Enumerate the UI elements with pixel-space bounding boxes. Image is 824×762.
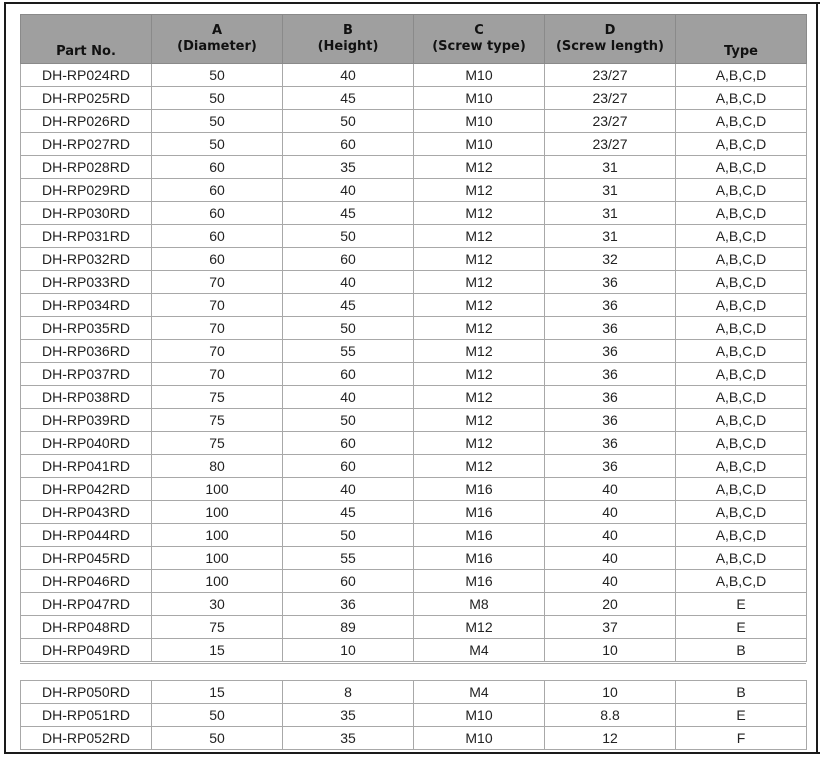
cell-part-no: DH-RP049RD [21, 639, 152, 662]
cell-screw-type: M4 [414, 681, 545, 704]
cell-diameter: 100 [152, 501, 283, 524]
cell-type: A,B,C,D [676, 294, 807, 317]
table-row [21, 524, 807, 547]
frame-border-left [4, 2, 6, 754]
table-row [21, 340, 807, 363]
table-row [21, 570, 807, 593]
cell-screw-length: 36 [545, 455, 676, 478]
cell-diameter: 75 [152, 386, 283, 409]
cell-height: 40 [283, 64, 414, 87]
cell-type: A,B,C,D [676, 478, 807, 501]
table-divider [20, 663, 806, 664]
cell-screw-type: M12 [414, 225, 545, 248]
table-row [21, 432, 807, 455]
cell-type: A,B,C,D [676, 524, 807, 547]
cell-screw-type: M10 [414, 64, 545, 87]
cell-height: 60 [283, 570, 414, 593]
cell-diameter: 70 [152, 294, 283, 317]
cell-screw-type: M12 [414, 248, 545, 271]
cell-screw-type: M12 [414, 317, 545, 340]
cell-diameter: 80 [152, 455, 283, 478]
table-row [21, 64, 807, 87]
cell-screw-length: 40 [545, 524, 676, 547]
cell-part-no: DH-RP042RD [21, 478, 152, 501]
cell-height: 40 [283, 386, 414, 409]
spec-table [20, 14, 807, 662]
header-b [283, 15, 414, 64]
cell-diameter: 70 [152, 363, 283, 386]
cell-screw-length: 37 [545, 616, 676, 639]
cell-diameter: 60 [152, 179, 283, 202]
table-row [21, 87, 807, 110]
cell-screw-type: M12 [414, 432, 545, 455]
cell-part-no: DH-RP052RD [21, 727, 152, 750]
table-row [21, 616, 807, 639]
cell-screw-length: 20 [545, 593, 676, 616]
cell-screw-type: M12 [414, 455, 545, 478]
cell-height: 50 [283, 317, 414, 340]
cell-height: 60 [283, 248, 414, 271]
cell-screw-length: 32 [545, 248, 676, 271]
cell-height: 50 [283, 110, 414, 133]
cell-screw-type: M12 [414, 363, 545, 386]
table-row [21, 455, 807, 478]
table-row [21, 133, 807, 156]
cell-part-no: DH-RP026RD [21, 110, 152, 133]
cell-screw-length: 23/27 [545, 87, 676, 110]
cell-type: B [676, 639, 807, 662]
table-row [21, 501, 807, 524]
cell-height: 35 [283, 727, 414, 750]
cell-type: F [676, 727, 807, 750]
table-row [21, 317, 807, 340]
cell-screw-length: 40 [545, 478, 676, 501]
cell-part-no: DH-RP035RD [21, 317, 152, 340]
cell-type: A,B,C,D [676, 64, 807, 87]
cell-height: 55 [283, 340, 414, 363]
cell-height: 60 [283, 455, 414, 478]
cell-diameter: 60 [152, 248, 283, 271]
cell-type: A,B,C,D [676, 363, 807, 386]
cell-type: A,B,C,D [676, 455, 807, 478]
cell-part-no: DH-RP028RD [21, 156, 152, 179]
cell-height: 45 [283, 294, 414, 317]
cell-part-no: DH-RP051RD [21, 704, 152, 727]
cell-height: 45 [283, 501, 414, 524]
cell-type: A,B,C,D [676, 271, 807, 294]
cell-part-no: DH-RP032RD [21, 248, 152, 271]
cell-screw-length: 12 [545, 727, 676, 750]
cell-height: 55 [283, 547, 414, 570]
cell-type: A,B,C,D [676, 386, 807, 409]
frame-border-bottom [4, 752, 820, 754]
cell-screw-length: 31 [545, 156, 676, 179]
header-d [545, 15, 676, 64]
table-row [21, 681, 807, 704]
cell-screw-length: 36 [545, 271, 676, 294]
cell-diameter: 70 [152, 271, 283, 294]
table-row [21, 225, 807, 248]
cell-height: 35 [283, 156, 414, 179]
cell-screw-type: M16 [414, 524, 545, 547]
cell-screw-type: M16 [414, 478, 545, 501]
cell-diameter: 75 [152, 616, 283, 639]
cell-screw-length: 31 [545, 202, 676, 225]
cell-part-no: DH-RP043RD [21, 501, 152, 524]
table-row [21, 271, 807, 294]
table-row [21, 386, 807, 409]
cell-height: 35 [283, 704, 414, 727]
cell-screw-length: 40 [545, 570, 676, 593]
cell-height: 50 [283, 409, 414, 432]
table-row [21, 110, 807, 133]
header-a-sub: (Diameter) [177, 39, 257, 54]
cell-part-no: DH-RP034RD [21, 294, 152, 317]
cell-part-no: DH-RP041RD [21, 455, 152, 478]
cell-screw-length: 8.8 [545, 704, 676, 727]
cell-diameter: 70 [152, 340, 283, 363]
header-part-no: Part No. [21, 15, 152, 64]
cell-diameter: 15 [152, 681, 283, 704]
cell-screw-type: M16 [414, 570, 545, 593]
table-row [21, 639, 807, 662]
cell-screw-type: M12 [414, 271, 545, 294]
cell-screw-type: M10 [414, 727, 545, 750]
cell-screw-type: M4 [414, 639, 545, 662]
cell-height: 45 [283, 87, 414, 110]
frame-border-top [4, 2, 820, 4]
cell-part-no: DH-RP031RD [21, 225, 152, 248]
header-type: Type [676, 15, 807, 64]
cell-type: A,B,C,D [676, 202, 807, 225]
cell-type: A,B,C,D [676, 225, 807, 248]
cell-diameter: 100 [152, 478, 283, 501]
table-row [21, 156, 807, 179]
cell-screw-length: 23/27 [545, 64, 676, 87]
header-d-letter: D [604, 23, 616, 38]
cell-screw-length: 23/27 [545, 133, 676, 156]
table-row [21, 294, 807, 317]
cell-type: A,B,C,D [676, 110, 807, 133]
table-row [21, 704, 807, 727]
header-d-sub: (Screw length) [555, 39, 665, 54]
table-row [21, 593, 807, 616]
cell-part-no: DH-RP029RD [21, 179, 152, 202]
cell-screw-type: M10 [414, 133, 545, 156]
cell-screw-type: M12 [414, 202, 545, 225]
cell-part-no: DH-RP037RD [21, 363, 152, 386]
cell-screw-type: M8 [414, 593, 545, 616]
cell-diameter: 30 [152, 593, 283, 616]
cell-screw-type: M12 [414, 156, 545, 179]
cell-diameter: 50 [152, 133, 283, 156]
header-b-letter: B [343, 23, 353, 38]
cell-screw-length: 40 [545, 501, 676, 524]
cell-diameter: 50 [152, 704, 283, 727]
cell-screw-length: 10 [545, 639, 676, 662]
cell-height: 36 [283, 593, 414, 616]
cell-height: 50 [283, 524, 414, 547]
cell-screw-type: M10 [414, 704, 545, 727]
table-row [21, 248, 807, 271]
cell-part-no: DH-RP024RD [21, 64, 152, 87]
cell-screw-type: M16 [414, 547, 545, 570]
cell-screw-length: 36 [545, 317, 676, 340]
cell-screw-type: M12 [414, 616, 545, 639]
table-row [21, 478, 807, 501]
cell-part-no: DH-RP038RD [21, 386, 152, 409]
cell-height: 60 [283, 133, 414, 156]
cell-height: 40 [283, 271, 414, 294]
cell-part-no: DH-RP044RD [21, 524, 152, 547]
cell-screw-type: M12 [414, 409, 545, 432]
table-row [21, 727, 807, 750]
cell-part-no: DH-RP025RD [21, 87, 152, 110]
cell-diameter: 60 [152, 156, 283, 179]
cell-part-no: DH-RP036RD [21, 340, 152, 363]
cell-screw-length: 31 [545, 225, 676, 248]
cell-type: A,B,C,D [676, 547, 807, 570]
header-c-sub: (Screw type) [432, 39, 526, 54]
cell-screw-length: 36 [545, 432, 676, 455]
cell-part-no: DH-RP033RD [21, 271, 152, 294]
cell-screw-length: 36 [545, 409, 676, 432]
cell-screw-length: 31 [545, 179, 676, 202]
cell-part-no: DH-RP048RD [21, 616, 152, 639]
cell-screw-type: M10 [414, 87, 545, 110]
cell-height: 60 [283, 432, 414, 455]
cell-screw-length: 23/27 [545, 110, 676, 133]
cell-part-no: DH-RP045RD [21, 547, 152, 570]
header-row [21, 15, 807, 64]
cell-type: A,B,C,D [676, 409, 807, 432]
cell-screw-length: 36 [545, 363, 676, 386]
cell-type: A,B,C,D [676, 179, 807, 202]
cell-diameter: 75 [152, 432, 283, 455]
cell-diameter: 70 [152, 317, 283, 340]
header-a [152, 15, 283, 64]
cell-type: E [676, 593, 807, 616]
cell-screw-length: 36 [545, 340, 676, 363]
cell-part-no: DH-RP040RD [21, 432, 152, 455]
cell-screw-type: M12 [414, 386, 545, 409]
cell-diameter: 15 [152, 639, 283, 662]
cell-type: A,B,C,D [676, 432, 807, 455]
frame-border-right [816, 2, 818, 754]
cell-type: A,B,C,D [676, 248, 807, 271]
cell-part-no: DH-RP047RD [21, 593, 152, 616]
table-row [21, 202, 807, 225]
cell-type: E [676, 616, 807, 639]
cell-height: 40 [283, 478, 414, 501]
cell-diameter: 100 [152, 524, 283, 547]
cell-screw-type: M12 [414, 179, 545, 202]
cell-height: 10 [283, 639, 414, 662]
spec-table-extra [20, 680, 807, 750]
cell-diameter: 50 [152, 110, 283, 133]
cell-diameter: 50 [152, 87, 283, 110]
cell-diameter: 60 [152, 225, 283, 248]
cell-height: 50 [283, 225, 414, 248]
table-row [21, 409, 807, 432]
cell-part-no: DH-RP046RD [21, 570, 152, 593]
cell-height: 40 [283, 179, 414, 202]
cell-part-no: DH-RP030RD [21, 202, 152, 225]
cell-screw-type: M16 [414, 501, 545, 524]
cell-diameter: 50 [152, 727, 283, 750]
cell-type: A,B,C,D [676, 87, 807, 110]
header-c-letter: C [474, 23, 484, 38]
header-b-sub: (Height) [317, 39, 379, 54]
cell-screw-type: M10 [414, 110, 545, 133]
cell-diameter: 75 [152, 409, 283, 432]
cell-type: A,B,C,D [676, 156, 807, 179]
cell-type: A,B,C,D [676, 570, 807, 593]
cell-height: 60 [283, 363, 414, 386]
cell-diameter: 60 [152, 202, 283, 225]
cell-part-no: DH-RP039RD [21, 409, 152, 432]
cell-screw-length: 40 [545, 547, 676, 570]
cell-screw-length: 36 [545, 294, 676, 317]
table-row [21, 363, 807, 386]
cell-type: A,B,C,D [676, 501, 807, 524]
cell-type: A,B,C,D [676, 317, 807, 340]
cell-type: B [676, 681, 807, 704]
cell-height: 45 [283, 202, 414, 225]
header-a-letter: A [211, 23, 223, 38]
cell-screw-type: M12 [414, 294, 545, 317]
cell-diameter: 50 [152, 64, 283, 87]
cell-part-no: DH-RP027RD [21, 133, 152, 156]
cell-type: E [676, 704, 807, 727]
cell-diameter: 100 [152, 547, 283, 570]
cell-type: A,B,C,D [676, 340, 807, 363]
cell-type: A,B,C,D [676, 133, 807, 156]
cell-screw-type: M12 [414, 340, 545, 363]
header-c [414, 15, 545, 64]
cell-screw-length: 10 [545, 681, 676, 704]
cell-height: 8 [283, 681, 414, 704]
cell-diameter: 100 [152, 570, 283, 593]
cell-height: 89 [283, 616, 414, 639]
table-row [21, 179, 807, 202]
cell-part-no: DH-RP050RD [21, 681, 152, 704]
cell-screw-length: 36 [545, 386, 676, 409]
table-row [21, 547, 807, 570]
